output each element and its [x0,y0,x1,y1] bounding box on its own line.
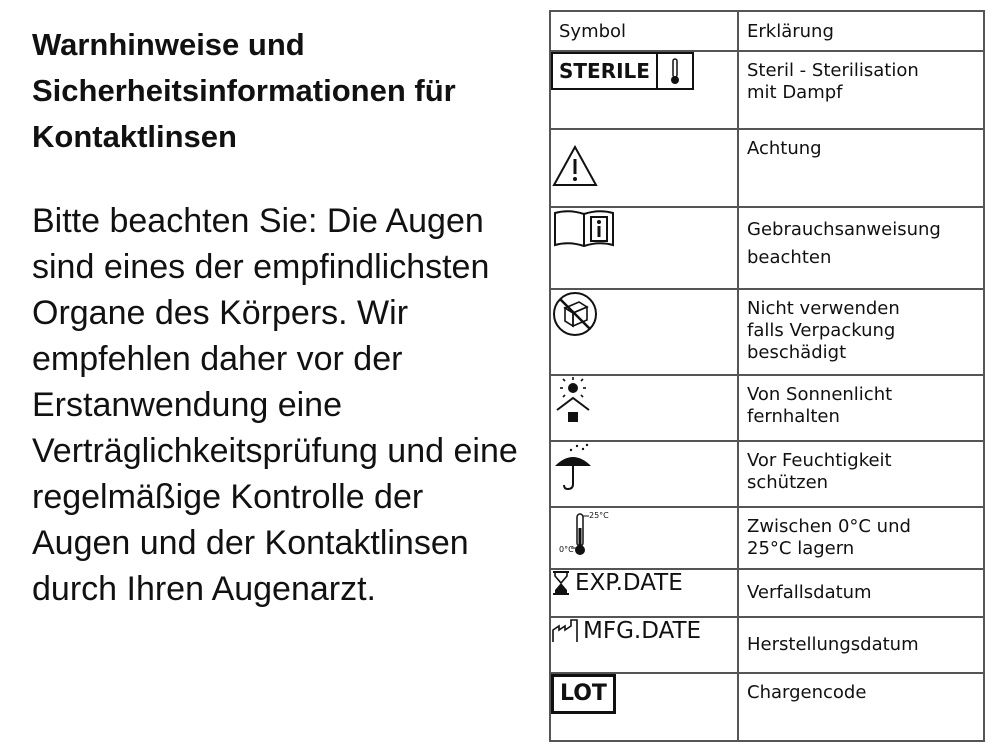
title-line: Sicherheitsinformationen für [32,73,456,108]
explanation-cell: Chargencode [738,673,984,741]
explanation-cell: Zwischen 0°C und 25°C lagern [738,507,984,569]
sterile-label: STERILE [559,59,650,83]
sterile-steam-icon [551,52,694,90]
table-row [550,51,984,129]
table-row [550,129,984,207]
title-line: Warnhinweise und [32,27,305,62]
hourglass-icon [551,570,571,596]
factory-icon [551,618,581,644]
temperature-limit-icon [551,508,611,560]
intro-line: empfehlen daher vor der [32,340,403,378]
table-row [550,673,984,741]
expiry-date-label: EXP.DATE [575,570,683,596]
lower-limit-label: 0°C [559,545,574,554]
lot-box-icon: LOT [551,674,616,714]
title-line: Kontaktlinsen [32,119,237,154]
explanation-column-header: Erklärung [738,11,984,51]
table-row [550,507,984,569]
symbol-cell [550,507,738,569]
intro-line: sind eines der empfindlichsten [32,248,490,286]
symbol-cell [550,51,738,129]
intro-line: regelmäßige Kontrolle der [32,478,424,516]
symbol-cell [550,673,738,741]
expiry-date-symbol [551,570,683,596]
table-row [550,441,984,507]
symbol-legend-table [549,10,985,742]
symbol-cell [550,375,738,441]
table-row [550,289,984,375]
explanation-cell: Von Sonnenlicht fernhalten [738,375,984,441]
symbol-cell [550,207,738,289]
symbol-cell [550,129,738,207]
page-title [32,22,552,160]
explanation-cell: Herstellungsdatum [738,617,984,673]
symbol-cell [550,617,738,673]
explanation-cell: Nicht verwenden falls Verpackung beschädigt [738,289,984,375]
damaged-package-icon [551,290,599,338]
table-row [550,375,984,441]
symbol-cell [550,289,738,375]
instructions-book-icon [551,208,617,250]
keep-away-sunlight-icon [551,376,595,426]
intro-paragraph [32,198,552,612]
warning-triangle-icon [551,144,599,188]
intro-line: Erstanwendung eine [32,386,343,424]
explanation-cell: Gebrauchsanweisung beachten [738,207,984,289]
table-row [550,207,984,289]
manufacture-date-symbol [551,618,701,644]
upper-limit-label: 25°C [589,511,609,520]
thermometer-icon [656,54,692,88]
table-header-row [550,11,984,51]
explanation-cell: Vor Feuchtigkeit schützen [738,441,984,507]
text-column [32,22,552,612]
explanation-cell: Achtung [738,129,984,207]
explanation-cell: Verfallsdatum [738,569,984,617]
symbol-cell [550,569,738,617]
table-row [550,569,984,617]
manufacture-date-label: MFG.DATE [583,618,702,644]
intro-line: durch Ihren Augenarzt. [32,570,377,608]
intro-line: Organe des Körpers. Wir [32,294,409,332]
intro-line: Verträglichkeitsprüfung und eine [32,432,518,470]
symbol-cell [550,441,738,507]
table-row [550,617,984,673]
intro-line: Augen und der Kontaktlinsen [32,524,469,562]
intro-line: Bitte beachten Sie: Die Augen [32,202,484,240]
symbol-column-header: Symbol [550,11,738,51]
explanation-cell: Steril - Sterilisation mit Dampf [738,51,984,129]
keep-dry-umbrella-icon [551,442,595,492]
